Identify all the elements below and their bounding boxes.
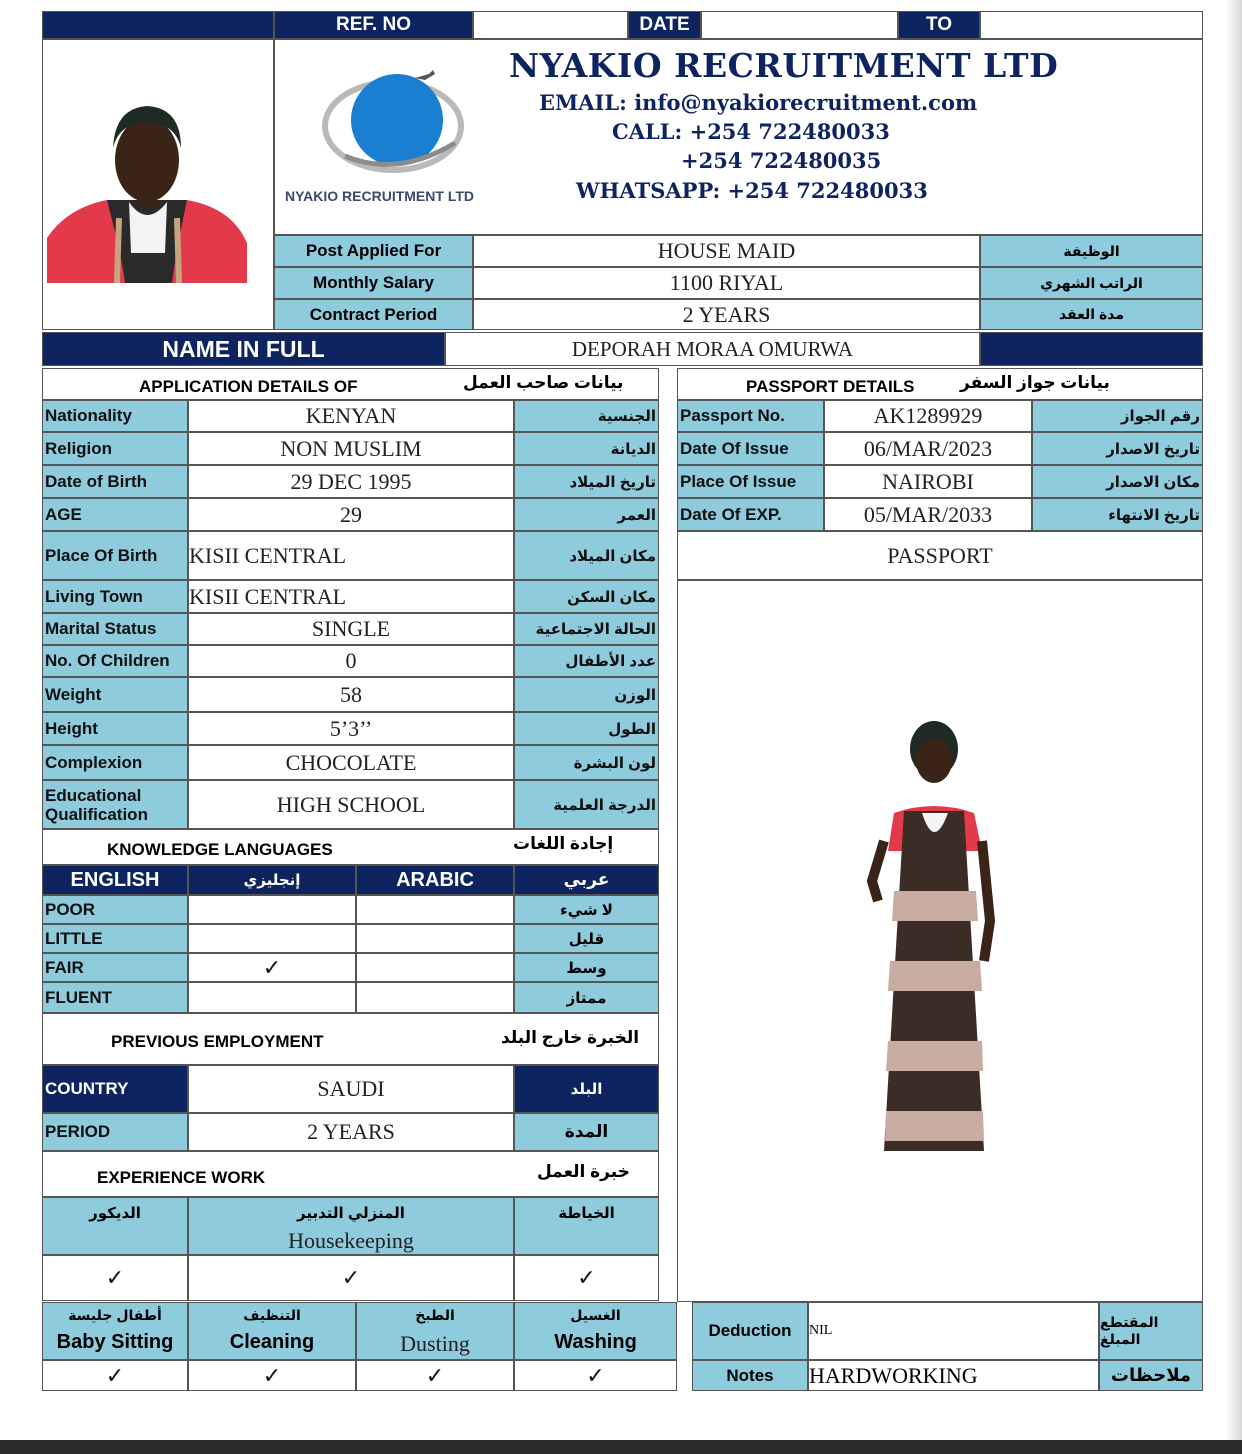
arabic-level-check xyxy=(356,924,514,953)
to-field[interactable] xyxy=(980,11,1203,39)
language-level-label: FAIR xyxy=(42,953,188,982)
app-ar: الدرجة العلمية xyxy=(514,780,659,829)
passport-title: PASSPORT DETAILS xyxy=(746,377,915,396)
contract-label: Contract Period xyxy=(274,299,473,330)
post-label: Post Applied For xyxy=(274,235,473,267)
contract-value: 2 YEARS xyxy=(473,299,980,330)
app-value: 5’3’’ xyxy=(188,712,514,745)
to-label: TO xyxy=(898,11,980,39)
app-ar: العمر xyxy=(514,498,659,531)
passport-title-ar: بيانات جواز السفر xyxy=(960,373,1110,392)
app-ar: الديانة xyxy=(514,432,659,465)
passport-value: 05/MAR/2033 xyxy=(824,498,1032,531)
contract-ar: مدة العقد xyxy=(980,299,1203,330)
english-level-check xyxy=(188,924,356,953)
salary-value: 1100 RIYAL xyxy=(473,267,980,299)
app-label: Height xyxy=(42,712,188,745)
app-ar: مكان الميلاد xyxy=(514,531,659,580)
company-header xyxy=(274,39,1203,235)
app-value: KISII CENTRAL xyxy=(188,580,514,613)
languages-title-ar: إجادة اللغات xyxy=(513,834,614,853)
app-label: Religion xyxy=(42,432,188,465)
call-line: CALL: +254 722480033 xyxy=(612,119,890,144)
employment-title-ar: الخبرة خارج البلد xyxy=(501,1028,640,1047)
experience-skill-check: ✓ xyxy=(514,1360,677,1391)
logo-text: NYAKIO RECRUITMENT LTD xyxy=(285,188,474,204)
period-value: 2 YEARS xyxy=(188,1113,514,1151)
app-ar: الطول xyxy=(514,712,659,745)
experience-title-ar: خبرة العمل xyxy=(537,1162,630,1181)
post-ar: الوظيفة xyxy=(980,235,1203,267)
header-bar-left xyxy=(42,11,274,39)
applicant-photo-frame xyxy=(42,39,274,330)
passport-value: NAIROBI xyxy=(824,465,1032,498)
language-level-ar: لا شيء xyxy=(514,895,659,924)
language-level-label: POOR xyxy=(42,895,188,924)
app-label: Nationality xyxy=(42,400,188,432)
languages-title: KNOWLEDGE LANGUAGES xyxy=(107,840,333,859)
full-name-label: NAME IN FULL xyxy=(42,332,445,366)
notes-value: HARDWORKING xyxy=(808,1360,1099,1391)
app-value: HIGH SCHOOL xyxy=(188,780,514,829)
passport-title-row xyxy=(677,368,1203,400)
app-ar: الجنسية xyxy=(514,400,659,432)
app-label: Marital Status xyxy=(42,613,188,645)
experience-skill-header xyxy=(42,1197,188,1255)
app-value: 0 xyxy=(188,645,514,677)
arabic-header: ARABIC xyxy=(356,865,514,895)
experience-skill-ar: الغسيل xyxy=(570,1307,621,1323)
application-title-ar: بيانات صاحب العمل xyxy=(463,373,624,392)
experience-skill-en: Dusting xyxy=(400,1331,470,1356)
app-label: Date of Birth xyxy=(42,465,188,498)
full-body-photo-frame xyxy=(677,580,1203,1302)
app-ar: عدد الأطفال xyxy=(514,645,659,677)
app-value: KENYAN xyxy=(188,400,514,432)
ref-no-field[interactable] xyxy=(473,11,628,39)
employment-title: PREVIOUS EMPLOYMENT xyxy=(111,1032,324,1051)
full-body-photo xyxy=(864,721,1014,1181)
app-label: Place Of Birth xyxy=(42,531,188,580)
app-label: Weight xyxy=(42,677,188,712)
language-level-ar: وسط xyxy=(514,953,659,982)
experience-skill-check: ✓ xyxy=(42,1255,188,1301)
language-level-ar: ممتاز xyxy=(514,982,659,1013)
language-level-label: LITTLE xyxy=(42,924,188,953)
whatsapp-line: WHATSAPP: +254 722480033 xyxy=(576,178,928,203)
experience-skill-check: ✓ xyxy=(514,1255,659,1301)
post-value: HOUSE MAID xyxy=(473,235,980,267)
experience-skill-ar: أطفال جليسة xyxy=(68,1307,162,1323)
passport-ar: رقم الجواز xyxy=(1032,400,1203,432)
passport-label: Place Of Issue xyxy=(677,465,824,498)
date-field[interactable] xyxy=(701,11,898,39)
period-ar: المدة xyxy=(514,1113,659,1151)
passport-photo-label: PASSPORT xyxy=(677,531,1203,580)
passport-value: AK1289929 xyxy=(824,400,1032,432)
experience-skill-ar: الخياطة xyxy=(558,1205,615,1222)
experience-skill-check: ✓ xyxy=(356,1360,514,1391)
right-edge-shadow xyxy=(1226,0,1242,1440)
email-line: EMAIL: info@nyakiorecruitment.com xyxy=(539,90,978,115)
full-name-value: DEPORAH MORAA OMURWA xyxy=(445,332,980,366)
experience-skill-en: Washing xyxy=(554,1331,637,1353)
app-ar: الوزن xyxy=(514,677,659,712)
bottom-strip xyxy=(0,1440,1242,1454)
experience-skill-ar: الديكور xyxy=(89,1205,141,1222)
call-line-2: +254 722480035 xyxy=(681,148,882,173)
passport-ar: تاريخ الانتهاء xyxy=(1032,498,1203,531)
passport-label: Passport No. xyxy=(677,400,824,432)
experience-skill-ar: الطبخ xyxy=(415,1307,455,1323)
app-label: Complexion xyxy=(42,745,188,780)
salary-label: Monthly Salary xyxy=(274,267,473,299)
notes-ar: ملاحظات xyxy=(1099,1360,1203,1391)
app-label: Living Town xyxy=(42,580,188,613)
english-header-ar: إنجليزي xyxy=(188,865,356,895)
app-value: 29 xyxy=(188,498,514,531)
english-level-check: ✓ xyxy=(188,953,356,982)
experience-skill-header xyxy=(514,1302,677,1360)
employment-title-row xyxy=(42,1013,659,1065)
arabic-level-check xyxy=(356,982,514,1013)
passport-label: Date Of EXP. xyxy=(677,498,824,531)
country-ar: البلد xyxy=(514,1065,659,1113)
languages-title-row xyxy=(42,829,659,865)
experience-skill-header xyxy=(188,1197,514,1255)
app-label: No. Of Children xyxy=(42,645,188,677)
app-label: AGE xyxy=(42,498,188,531)
app-ar: مكان السكن xyxy=(514,580,659,613)
experience-skill-header xyxy=(514,1197,659,1255)
language-level-label: FLUENT xyxy=(42,982,188,1013)
passport-value: 06/MAR/2023 xyxy=(824,432,1032,465)
experience-skill-ar: التنظيف xyxy=(243,1307,301,1323)
english-level-check xyxy=(188,982,356,1013)
passport-label: Date Of Issue xyxy=(677,432,824,465)
app-value: CHOCOLATE xyxy=(188,745,514,780)
app-value: 29 DEC 1995 xyxy=(188,465,514,498)
app-value: NON MUSLIM xyxy=(188,432,514,465)
arabic-level-check xyxy=(356,895,514,924)
language-level-ar: قليل xyxy=(514,924,659,953)
application-title-row xyxy=(42,368,659,400)
application-title: APPLICATION DETAILS OF xyxy=(139,377,358,396)
english-level-check xyxy=(188,895,356,924)
experience-skill-ar: المنزلي التدبير xyxy=(297,1205,405,1222)
period-label: PERIOD xyxy=(42,1113,188,1151)
english-header: ENGLISH xyxy=(42,865,188,895)
arabic-header-ar: عربي xyxy=(514,865,659,895)
app-value: SINGLE xyxy=(188,613,514,645)
experience-skill-check: ✓ xyxy=(188,1360,356,1391)
passport-ar: مكان الاصدار xyxy=(1032,465,1203,498)
app-label: Educational Qualification xyxy=(42,780,188,829)
experience-skill-en: Baby Sitting xyxy=(56,1331,174,1353)
deduction-ar: المقتطع المبلغ xyxy=(1099,1302,1203,1360)
app-ar: تاريخ الميلاد xyxy=(514,465,659,498)
passport-ar: تاريخ الاصدار xyxy=(1032,432,1203,465)
full-name-bar-right xyxy=(980,332,1203,366)
arabic-level-check xyxy=(356,953,514,982)
experience-skill-header xyxy=(188,1302,356,1360)
app-value: KISII CENTRAL xyxy=(188,531,514,580)
salary-ar: الراتب الشهري xyxy=(980,267,1203,299)
experience-title: EXPERIENCE WORK xyxy=(97,1168,266,1187)
experience-skill-check: ✓ xyxy=(42,1360,188,1391)
experience-skill-en: Cleaning xyxy=(229,1331,315,1353)
ref-no-label: REF. NO xyxy=(274,11,473,39)
app-ar: الحالة الاجتماعية xyxy=(514,613,659,645)
country-label: COUNTRY xyxy=(42,1065,188,1113)
deduction-value: NIL xyxy=(808,1302,1099,1360)
experience-title-row xyxy=(42,1151,659,1197)
experience-skill-en: Housekeeping xyxy=(288,1228,414,1253)
experience-skill-header xyxy=(356,1302,514,1360)
country-value: SAUDI xyxy=(188,1065,514,1113)
date-label: DATE xyxy=(628,11,701,39)
deduction-label: Deduction xyxy=(692,1302,808,1360)
experience-skill-check: ✓ xyxy=(188,1255,514,1301)
experience-skill-header xyxy=(42,1302,188,1360)
app-value: 58 xyxy=(188,677,514,712)
applicant-portrait xyxy=(47,78,247,283)
app-ar: لون البشرة xyxy=(514,745,659,780)
notes-label: Notes xyxy=(692,1360,808,1391)
company-name: NYAKIO RECRUITMENT LTD xyxy=(509,46,1059,85)
